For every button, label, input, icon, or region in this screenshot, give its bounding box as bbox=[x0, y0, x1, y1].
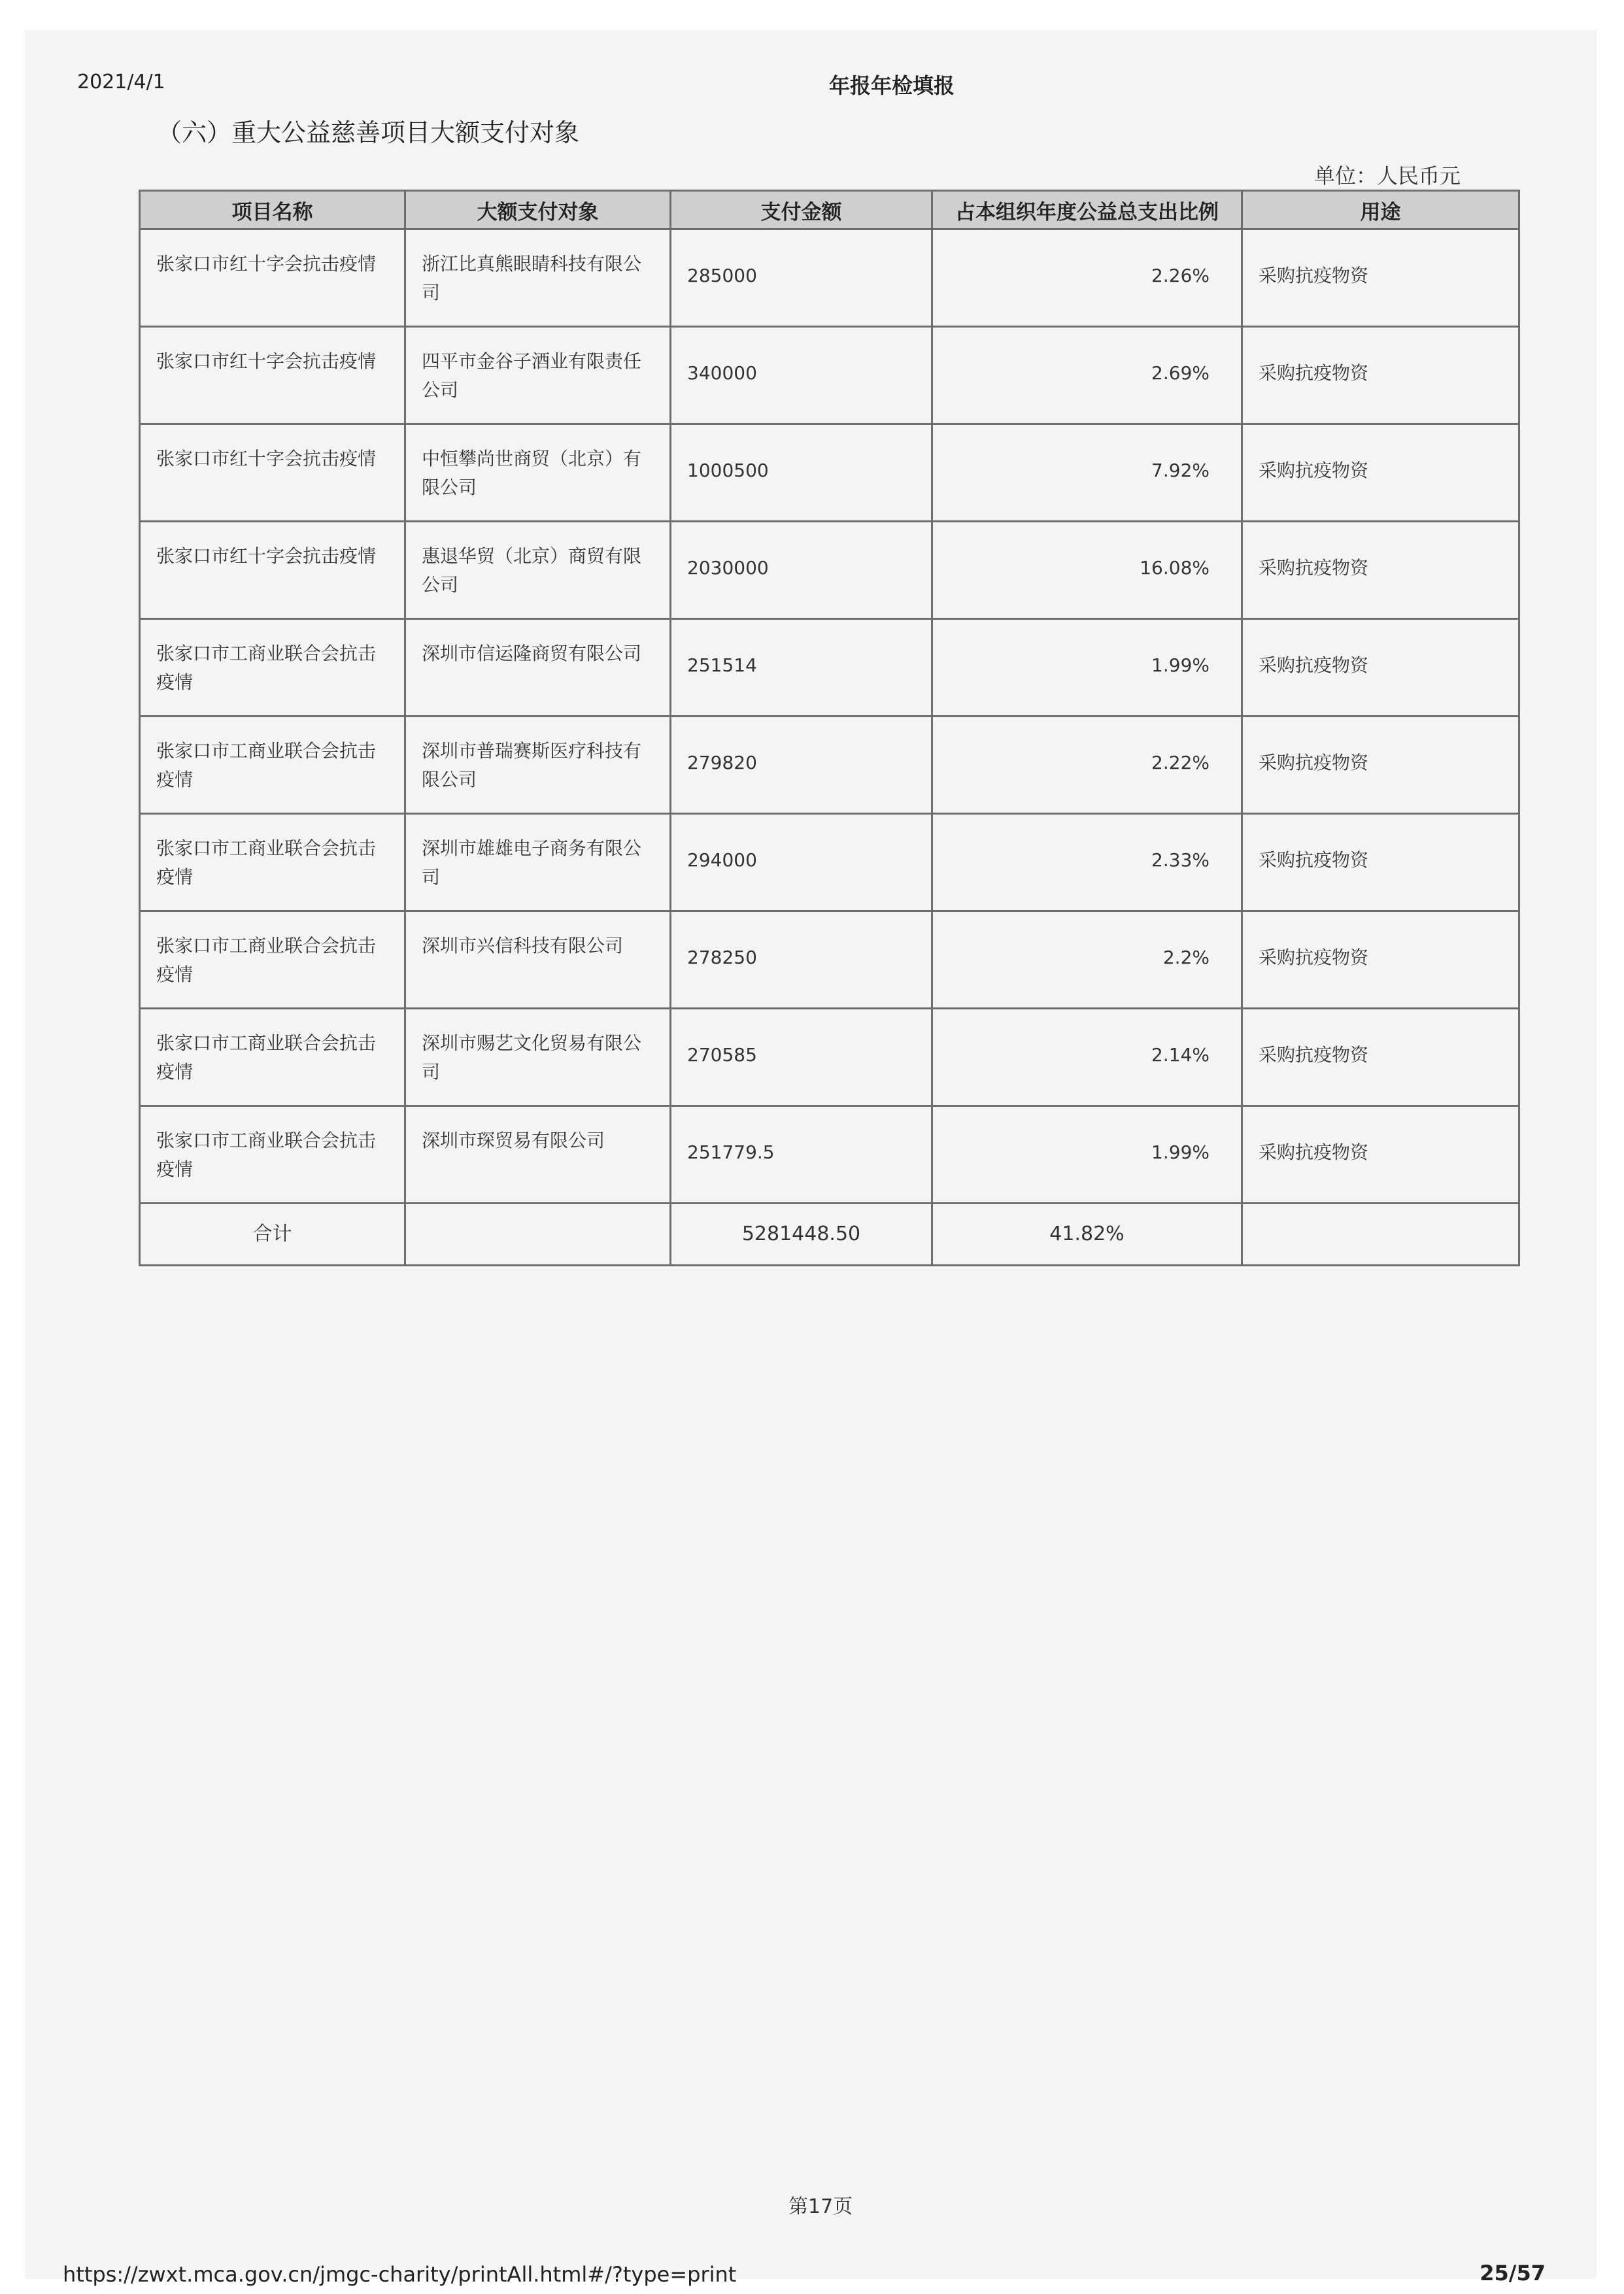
cell-ratio: 2.22% bbox=[932, 717, 1242, 814]
table-row bbox=[140, 1009, 1519, 1106]
cell-use: 采购抗疫物资 bbox=[1242, 327, 1519, 424]
cell-payee: 浙江比真熊眼睛科技有限公司 bbox=[405, 229, 671, 327]
total-ratio: 41.82% bbox=[932, 1204, 1242, 1266]
cell-payee: 深圳市普瑞赛斯医疗科技有限公司 bbox=[405, 717, 671, 814]
table-row bbox=[140, 911, 1519, 1009]
column-header-amount: 支付金额 bbox=[671, 191, 932, 229]
table-total-row bbox=[140, 1204, 1519, 1266]
column-header-use: 用途 bbox=[1242, 191, 1519, 229]
cell-payee: 深圳市赐艺文化贸易有限公司 bbox=[405, 1009, 671, 1106]
cell-project: 张家口市红十字会抗击疫情 bbox=[140, 424, 405, 522]
print-page-count: 25/57 bbox=[1480, 2261, 1546, 2286]
cell-ratio: 2.33% bbox=[932, 814, 1242, 911]
cell-payee: 中恒攀尚世商贸（北京）有限公司 bbox=[405, 424, 671, 522]
cell-ratio: 7.92% bbox=[932, 424, 1242, 522]
cell-use: 采购抗疫物资 bbox=[1242, 229, 1519, 327]
cell-amount: 340000 bbox=[671, 327, 932, 424]
cell-project: 张家口市红十字会抗击疫情 bbox=[140, 327, 405, 424]
cell-use: 采购抗疫物资 bbox=[1242, 1106, 1519, 1204]
cell-ratio: 16.08% bbox=[932, 522, 1242, 619]
currency-unit: 单位：人民币元 bbox=[1313, 163, 1461, 188]
cell-project: 张家口市工商业联合会抗击疫情 bbox=[140, 717, 405, 814]
cell-ratio: 2.69% bbox=[932, 327, 1242, 424]
cell-amount: 285000 bbox=[671, 229, 932, 327]
table-row bbox=[140, 1106, 1519, 1204]
cell-use: 采购抗疫物资 bbox=[1242, 814, 1519, 911]
table-row bbox=[140, 717, 1519, 814]
table-row bbox=[140, 522, 1519, 619]
total-amount: 5281448.50 bbox=[671, 1204, 932, 1266]
cell-project: 张家口市工商业联合会抗击疫情 bbox=[140, 1106, 405, 1204]
cell-ratio: 2.26% bbox=[932, 229, 1242, 327]
cell-use: 采购抗疫物资 bbox=[1242, 911, 1519, 1009]
cell-project: 张家口市红十字会抗击疫情 bbox=[140, 522, 405, 619]
table-row bbox=[140, 229, 1519, 327]
table-header-row bbox=[140, 191, 1519, 229]
cell-project: 张家口市工商业联合会抗击疫情 bbox=[140, 619, 405, 717]
cell-amount: 251779.5 bbox=[671, 1106, 932, 1204]
section-title: （六）重大公益慈善项目大额支付对象 bbox=[157, 118, 580, 147]
table-row bbox=[140, 814, 1519, 911]
cell-payee: 深圳市兴信科技有限公司 bbox=[405, 911, 671, 1009]
cell-amount: 294000 bbox=[671, 814, 932, 911]
table-row bbox=[140, 327, 1519, 424]
cell-use: 采购抗疫物资 bbox=[1242, 522, 1519, 619]
cell-project: 张家口市工商业联合会抗击疫情 bbox=[140, 814, 405, 911]
document-header-title: 年报年检填报 bbox=[829, 73, 955, 98]
total-label: 合计 bbox=[140, 1204, 405, 1266]
column-header-payee: 大额支付对象 bbox=[405, 191, 671, 229]
payment-table bbox=[139, 190, 1520, 1266]
cell-payee: 惠退华贸（北京）商贸有限公司 bbox=[405, 522, 671, 619]
print-date: 2021/4/1 bbox=[77, 71, 165, 93]
cell-project: 张家口市工商业联合会抗击疫情 bbox=[140, 1009, 405, 1106]
cell-ratio: 1.99% bbox=[932, 619, 1242, 717]
total-payee bbox=[405, 1204, 671, 1266]
table-row bbox=[140, 619, 1519, 717]
cell-amount: 279820 bbox=[671, 717, 932, 814]
page-number: 第17页 bbox=[788, 2195, 853, 2218]
table-row bbox=[140, 424, 1519, 522]
cell-amount: 1000500 bbox=[671, 424, 932, 522]
cell-amount: 270585 bbox=[671, 1009, 932, 1106]
cell-ratio: 2.2% bbox=[932, 911, 1242, 1009]
cell-use: 采购抗疫物资 bbox=[1242, 424, 1519, 522]
total-use bbox=[1242, 1204, 1519, 1266]
cell-amount: 251514 bbox=[671, 619, 932, 717]
cell-payee: 深圳市琛贸易有限公司 bbox=[405, 1106, 671, 1204]
cell-payee: 四平市金谷子酒业有限责任公司 bbox=[405, 327, 671, 424]
cell-amount: 2030000 bbox=[671, 522, 932, 619]
cell-ratio: 2.14% bbox=[932, 1009, 1242, 1106]
cell-use: 采购抗疫物资 bbox=[1242, 1009, 1519, 1106]
cell-payee: 深圳市信运隆商贸有限公司 bbox=[405, 619, 671, 717]
cell-payee: 深圳市雄雄电子商务有限公司 bbox=[405, 814, 671, 911]
column-header-project: 项目名称 bbox=[140, 191, 405, 229]
cell-project: 张家口市工商业联合会抗击疫情 bbox=[140, 911, 405, 1009]
cell-ratio: 1.99% bbox=[932, 1106, 1242, 1204]
column-header-ratio: 占本组织年度公益总支出比例 bbox=[932, 191, 1242, 229]
cell-project: 张家口市红十字会抗击疫情 bbox=[140, 229, 405, 327]
print-url: https://zwxt.mca.gov.cn/jmgc-charity/printAll.html#/?type=print bbox=[63, 2262, 737, 2287]
cell-use: 采购抗疫物资 bbox=[1242, 619, 1519, 717]
cell-use: 采购抗疫物资 bbox=[1242, 717, 1519, 814]
cell-amount: 278250 bbox=[671, 911, 932, 1009]
